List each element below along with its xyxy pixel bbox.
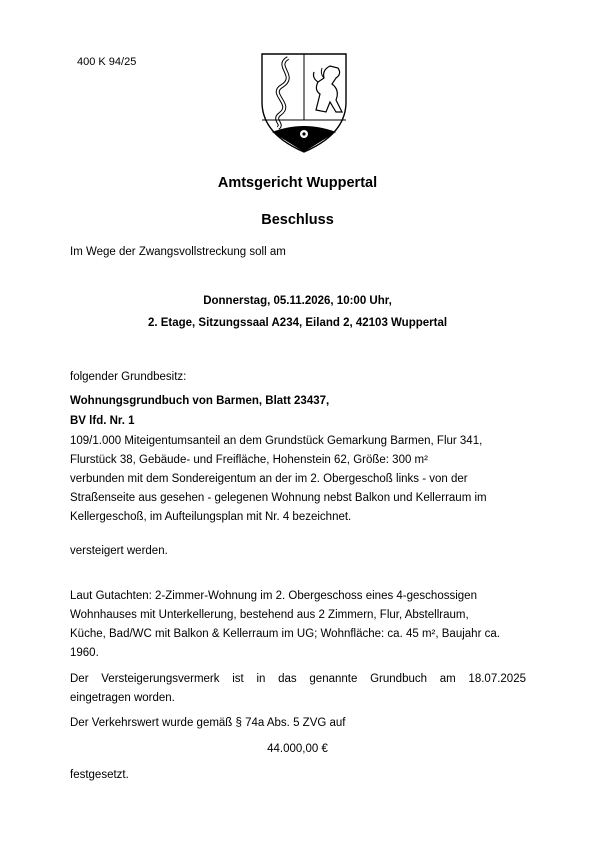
appraisal-line: Laut Gutachten: 2-Zimmer-Wohnung im 2. Obergeschoss eines 4-geschossigen [70, 590, 477, 602]
property-description [70, 432, 487, 527]
market-value: 44.000,00 € [267, 743, 328, 755]
property-line: 109/1.000 Miteigentumsanteil an dem Grundstück Gemarkung Barmen, Flur 341, [70, 435, 483, 447]
appraisal-line: Wohnhauses mit Unterkellerung, bestehend aus 2 Zimmern, Flur, Abstellraum, [70, 609, 469, 621]
property-line: Straßenseite aus gesehen - gelegenen Wohnung nebst Balkon und Kellerraum im [70, 492, 487, 504]
appraisal-line: 1960. [70, 647, 99, 659]
property-line: verbunden mit dem Sondereigentum an der im 2. Obergeschoß links - von der [70, 473, 468, 485]
bv-line: BV lfd. Nr. 1 [70, 415, 135, 427]
value-intro: Der Verkehrswert wurde gemäß § 74a Abs. 5 ZVG auf [70, 717, 346, 729]
coat-of-arms-emblem [258, 50, 350, 156]
register-line: Wohnungsgrundbuch von Barmen, Blatt 23437, [70, 395, 330, 407]
property-line: Flurstück 38, Gebäude- und Freifläche, Hohenstein 62, Größe: 300 m² [70, 454, 428, 466]
case-number: 400 K 94/25 [77, 56, 137, 68]
note-line: eingetragen worden. [70, 692, 175, 704]
property-line: Kellergeschoß, im Aufteilungsplan mit Nr. 4 bezeichnet. [70, 511, 352, 523]
auction-phrase: versteigert werden. [70, 545, 168, 557]
note-line: Der Versteigerungsvermerk ist in das genannte Grundbuch am 18.07.2025 [70, 673, 526, 685]
property-label: folgender Grundbesitz: [70, 371, 187, 383]
court-name: Amtsgericht Wuppertal [217, 175, 378, 191]
value-outro: festgesetzt. [70, 769, 129, 781]
intro-text: Im Wege der Zwangsvollstreckung soll am [70, 246, 286, 258]
document-title: Beschluss [261, 212, 334, 228]
auction-date: Donnerstag, 05.11.2026, 10:00 Uhr, [203, 295, 392, 307]
appraisal-description [70, 587, 500, 663]
auction-location: 2. Etage, Sitzungssaal A234, Eiland 2, 42103 Wuppertal [147, 317, 448, 329]
registration-note [70, 670, 526, 708]
appraisal-line: Küche, Bad/WC mit Balkon & Kellerraum im UG; Wohnfläche: ca. 45 m², Baujahr ca. [70, 628, 500, 640]
